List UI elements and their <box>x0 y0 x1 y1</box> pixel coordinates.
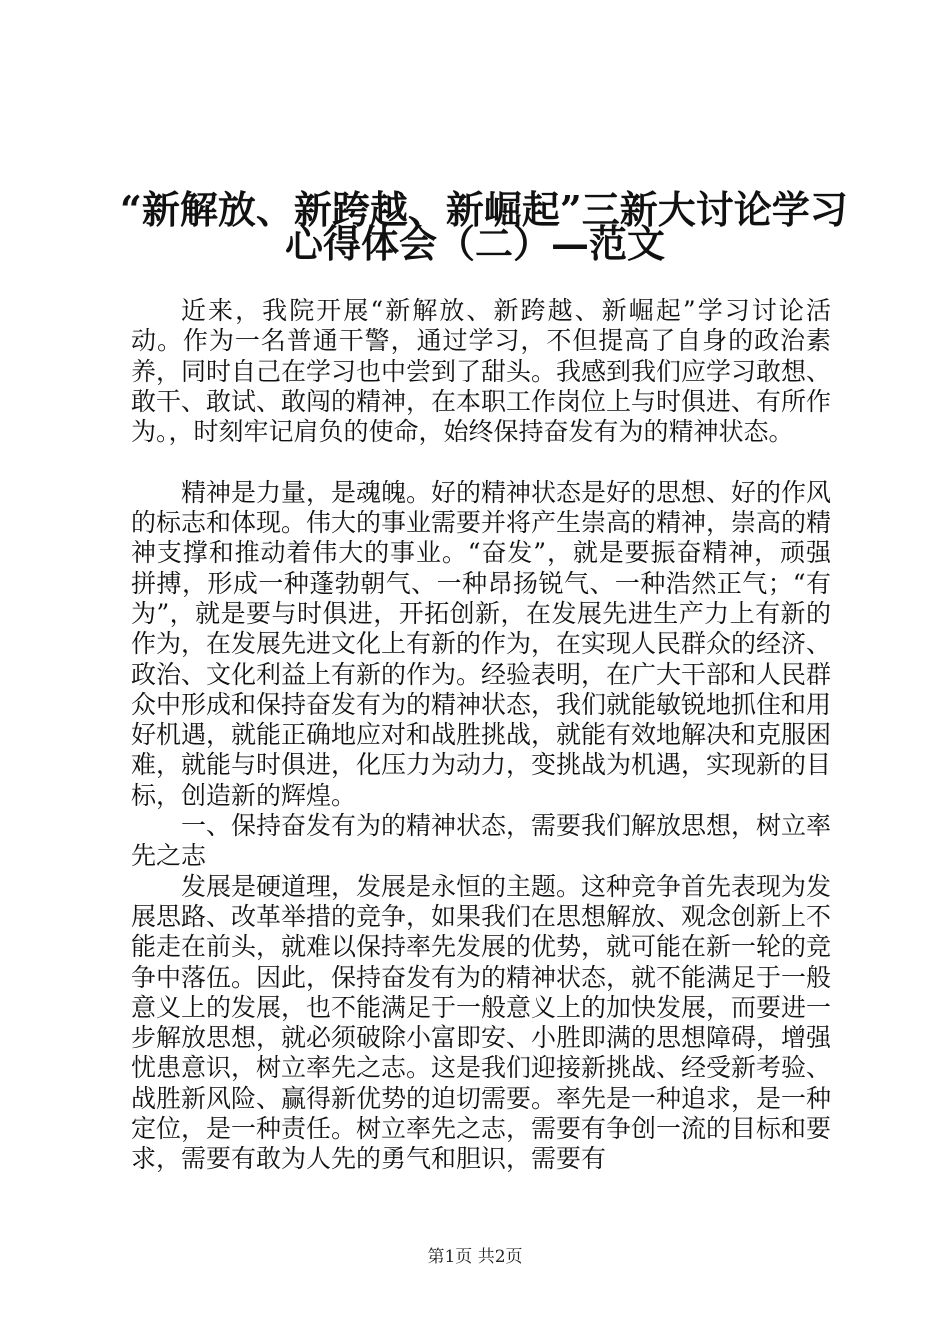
document-title-line-2: 心得体会（二）—范文 <box>284 221 665 266</box>
paragraph-3: 发展是硬道理，发展是永恒的主题。这种竞争首先表现为发展思路、改革举措的竞争，如果我们在思想解放、观念创新上不能走在前头，就难以保持率先发展的优势，就可能在新一轮的竞争中落伍。因此，保持奋发有为的精神状态，就不能满足于一般意义上的发展，也不能满足于一般意义上的加快发展，而要进一步解放思想，就必须破除小富即安、小胜即满的思想障碍，增强忧患意识，树立率先之志。这是我们迎接新挑战、经受新考验、战胜新风险、赢得新优势的迫切需要。率先是一种追求，是一种定位，是一种责任。树立率先之志，需要有争创一流的目标和要求，需要有敢为人先的勇气和胆识，需要有 <box>131 871 832 1174</box>
document-title-line-1: “新解放、新跨越、新崛起”三新大讨论学习 <box>120 187 848 232</box>
paragraph-1: 近来，我院开展“新解放、新跨越、新崛起”学习讨论活动。作为一名普通干警，通过学习，不但提高了自身的政治素养，同时自己在学习也中尝到了甜头。我感到我们应学习敢想、敢干、敢试、敢闯的精神，在本职工作岗位上与时俱进、有所作为。，时刻牢记肩负的使命，始终保持奋发有为的精神状态。 <box>131 296 832 447</box>
paragraph-2: 精神是力量，是魂魄。好的精神状态是好的思想、好的作风的标志和体现。伟大的事业需要并将产生崇高的精神，崇高的精神支撑和推动着伟大的事业。“奋发”，就是要振奋精神，顽强拼搏，形成一种蓬勃朝气、一种昂扬锐气、一种浩然正气；“有为”，就是要与时俱进，开拓创新，在发展先进生产力上有新的作为，在发展先进文化上有新的作为，在实现人民群众的经济、政治、文化利益上有新的作为。经验表明，在广大干部和人民群众中形成和保持奋发有为的精神状态，我们就能敏锐地抓住和用好机遇，就能正确地应对和战胜挑战，就能有效地解决和克服困难，就能与时俱进，化压力为动力，变挑战为机遇，实现新的目标，创造新的辉煌。 <box>131 477 832 810</box>
document-body <box>131 296 831 1175</box>
section-heading-1: 一、保持奋发有为的精神状态，需要我们解放思想，树立率先之志 <box>131 811 832 871</box>
page-number-footer: 第1页 共2页 <box>427 1247 523 1267</box>
